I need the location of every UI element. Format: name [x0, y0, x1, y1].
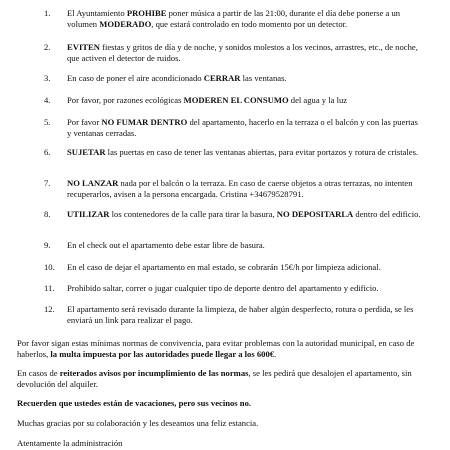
rule-number: 8. — [44, 209, 51, 219]
text-segment: del agua y la luz — [288, 95, 348, 105]
text-segment: , que estará controlado en todo momento por un detector. — [151, 19, 348, 30]
rule-text — [67, 147, 424, 158]
bold-text-segment: NO DEPOSITARLA — [276, 209, 354, 219]
text-segment: dentro del edificio. — [353, 209, 421, 219]
text-segment: fiestas y gritos de día y de noche, y sonidos molestos a los vecinos, arrastres, etc., de noche, que activen el detector de ruidos. — [67, 42, 418, 64]
text-segment: En el check out el apartamento debe estar libre de basura. — [67, 240, 265, 250]
bold-text-segment: MODERADO — [99, 19, 152, 30]
bold-text-segment: UTILIZAR — [67, 209, 110, 219]
text-segment: Atentamente la administración — [17, 438, 123, 448]
text-segment: , se les pedirá que desalojen el apartamento, sin devolución del alquiler. — [17, 368, 412, 390]
text-segment: En caso de poner el aire acondicionado — [67, 73, 204, 83]
bold-text-segment: PROHIBE — [126, 8, 167, 18]
rule-text — [67, 304, 424, 326]
bold-text-segment: NO LANZAR — [67, 178, 119, 188]
rule-text — [67, 73, 424, 84]
text-segment: . — [274, 349, 277, 360]
rule-text — [67, 42, 424, 64]
bold-text-segment: EVITEN — [67, 42, 100, 52]
rule-text — [67, 117, 424, 139]
thanks-paragraph — [17, 418, 425, 429]
text-segment: En el caso de dejar el apartamento en mal estado, se cobrarán 15€/h por limpieza adicional. — [67, 262, 381, 272]
text-segment: del apartamento, hacerlo en la terraza o el balcón y con las puertas y ventanas cerradas. — [67, 117, 418, 139]
bold-text-segment: la multa impuesta por las autoridades puede llegar a los 600€ — [50, 349, 275, 360]
rule-number: 9. — [44, 240, 51, 250]
rule-text — [67, 240, 424, 251]
bold-text-segment: reiterados avisos por incumplimiento de las normas — [59, 368, 249, 378]
rule-text — [67, 95, 424, 106]
vacation-reminder — [17, 398, 425, 409]
text-segment: Por favor, por razones ecológicas — [67, 95, 184, 105]
rule-text — [67, 283, 424, 294]
rule-number: 6. — [44, 147, 51, 157]
rule-number: 5. — [44, 117, 51, 127]
text-segment: Por favor — [67, 117, 102, 127]
rule-number: 11. — [44, 283, 55, 293]
fine-warning-paragraph — [17, 338, 425, 360]
rule-number: 2. — [44, 42, 51, 52]
eviction-warning-paragraph — [17, 368, 425, 390]
bold-text-segment: CERRAR — [203, 73, 241, 83]
rule-text — [67, 209, 424, 220]
bold-text-segment: SUJETAR — [67, 147, 106, 157]
rule-text — [67, 8, 424, 30]
rule-number: 12. — [44, 304, 55, 314]
text-segment: Prohibido saltar, correr o jugar cualquier tipo de deporte dentro del apartamento y edificio. — [67, 283, 379, 293]
text-segment: nada por el balcón o la terraza. En caso de caerse objetos a otras terrazas, no intenten recuperarlos, avisen a la persona encargada. Cristina +34679528791. — [67, 178, 413, 200]
text-segment: las puertas en caso de tener las ventanas abiertas, para evitar portazos y rotura de cristales. — [105, 147, 419, 157]
text-segment: El Ayuntamiento — [67, 8, 127, 18]
bold-text-segment: MODEREN EL CONSUMO — [183, 95, 289, 105]
text-segment: El apartamento será revisado durante la limpieza, de haber algún desperfecto, rotura o perdida, se les enviará un link para realizar el pago. — [67, 304, 414, 326]
bold-text-segment: Recuerden que ustedes están de vacaciones, pero sus vecinos no. — [17, 398, 252, 408]
bold-text-segment: NO FUMAR DENTRO — [101, 117, 188, 127]
rule-text — [67, 262, 424, 273]
text-segment: En casos de — [17, 368, 60, 378]
rule-number: 3. — [44, 73, 51, 83]
rule-number: 7. — [44, 178, 51, 188]
text-segment: los contenedores de la calle para tirar la basura, — [109, 209, 277, 219]
rule-number: 10. — [44, 262, 55, 272]
signature-line — [17, 438, 425, 449]
text-segment: poner música a partir de las 21:00, durante el día debe ponerse a un volumen — [67, 8, 401, 30]
text-segment: las ventanas. — [240, 73, 287, 83]
rule-number: 4. — [44, 95, 51, 105]
text-segment: Por favor sigan estas mínimas normas de convivencia, para evitar problemas con la autoridad municipal, en caso de haberlos, — [17, 338, 415, 360]
rule-number: 1. — [44, 8, 51, 18]
rule-text — [67, 178, 424, 200]
text-segment: Muchas gracias por su colaboración y les deseamos una feliz estancia. — [17, 418, 259, 428]
